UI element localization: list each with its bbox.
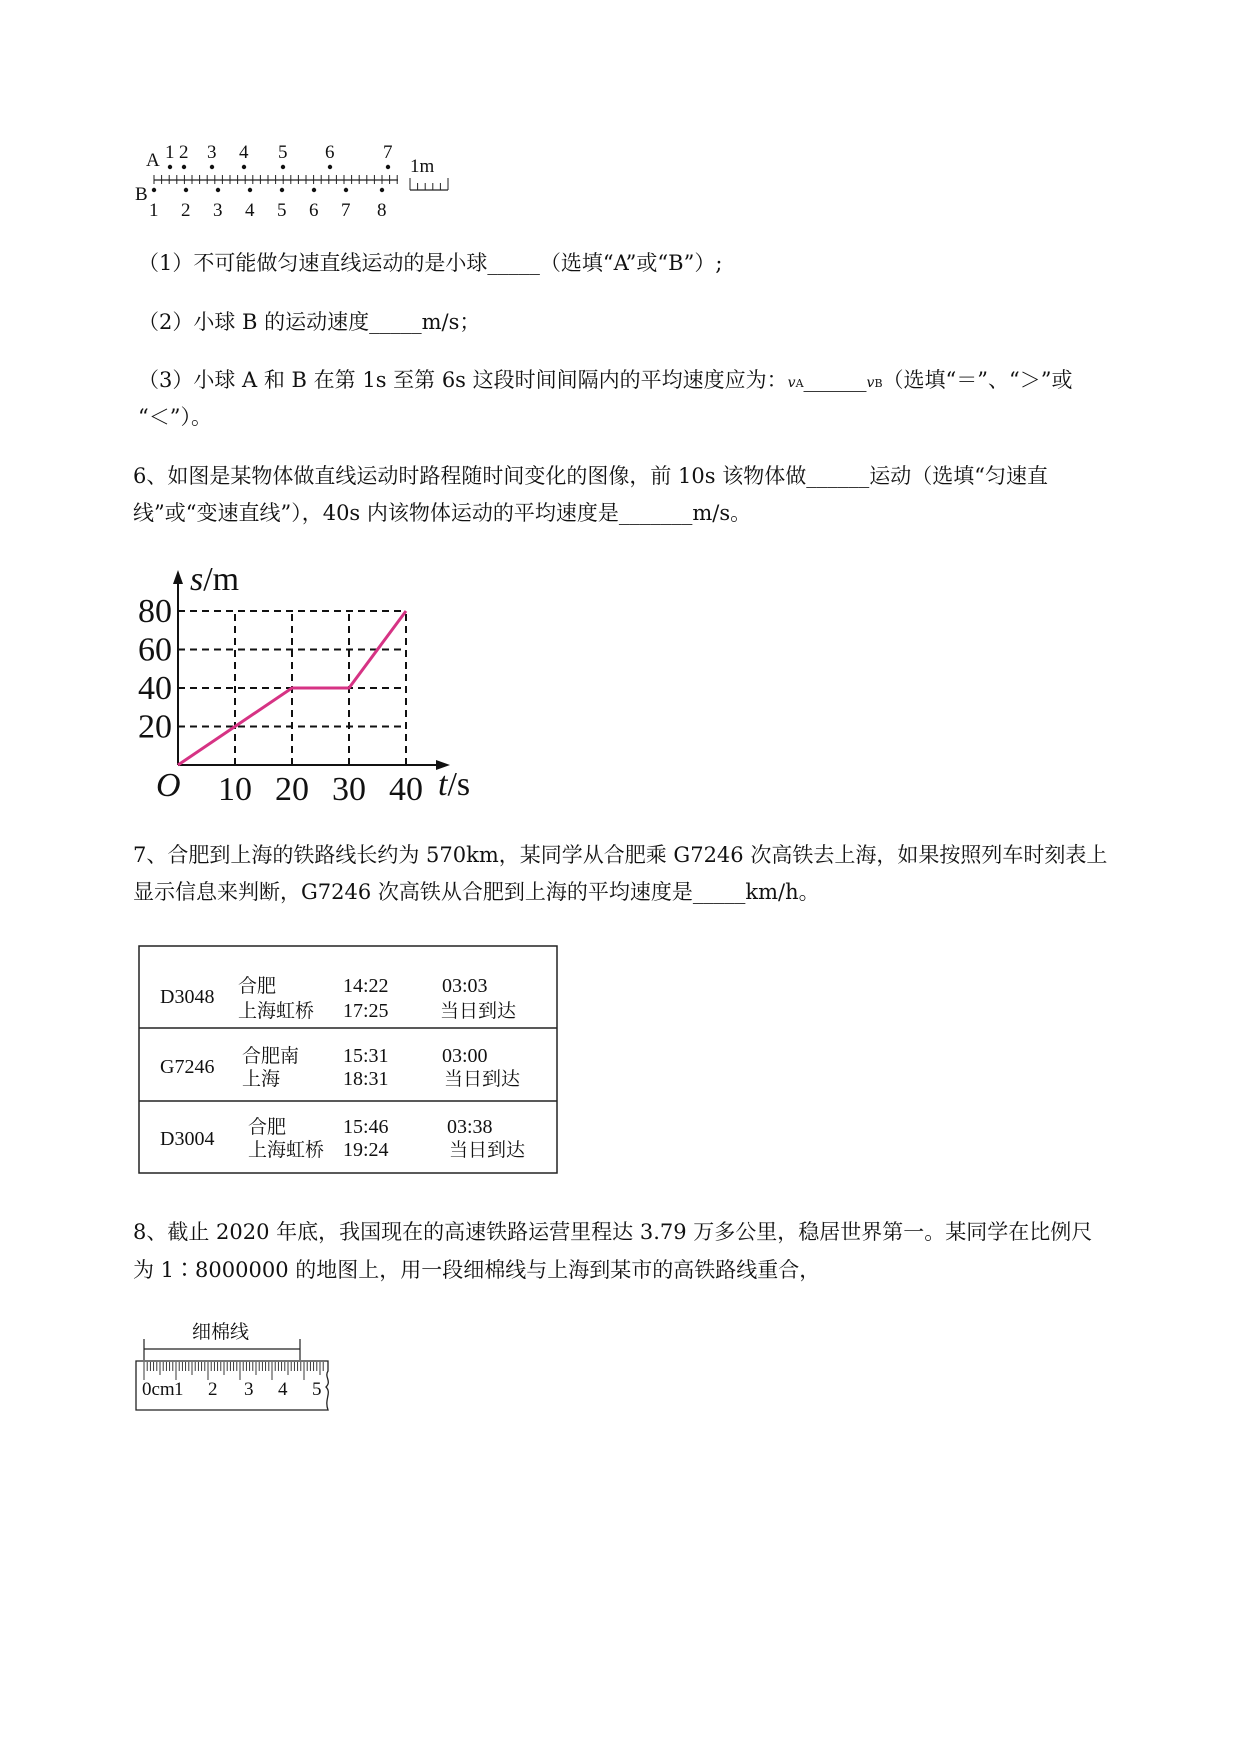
timetable-row	[160, 1045, 520, 1090]
chart-tick-labels	[138, 561, 470, 805]
departure-time: 15:31	[343, 1045, 389, 1067]
ball-a-number: 2	[179, 142, 189, 163]
y-tick-label: 80	[138, 593, 172, 630]
ball-b-number: 7	[341, 200, 351, 220]
arrival-note: 当日到达	[449, 1139, 526, 1161]
train-number: D3004	[160, 1128, 215, 1150]
q5-part3-start: （3）小球 A 和 B 在第 1s 至第 6s 这段时间间隔内的平均速度应为：	[138, 368, 788, 392]
origin-label: O	[156, 767, 181, 804]
q5-part2: （2）小球 B 的运动速度_____m/s；	[138, 310, 481, 334]
ruler-label: 0cm	[142, 1379, 175, 1400]
scale-bar	[410, 178, 448, 190]
y-axis-label: s/m	[190, 561, 240, 598]
q5-part1: （1）不可能做匀速直线运动的是小球_____（选填“A”或“B”）;	[138, 251, 723, 275]
vb-subscript: B	[874, 377, 883, 390]
departure-time: 15:46	[343, 1116, 389, 1138]
to-station: 上海虹桥	[238, 1000, 315, 1022]
to-station: 上海虹桥	[248, 1139, 325, 1161]
x-tick-label: 40	[389, 771, 423, 805]
timetable-row	[160, 1116, 525, 1161]
ball-a-number: 5	[278, 142, 288, 163]
ball-a-dot	[386, 165, 390, 169]
ball-b-dot	[344, 188, 348, 192]
ball-b-number: 8	[377, 200, 387, 220]
arrival-time: 17:25	[343, 1000, 389, 1022]
y-axis-arrow	[173, 570, 183, 584]
ball-b-number: 5	[277, 200, 287, 220]
ball-b-number: 6	[309, 200, 319, 220]
arrival-time: 19:24	[343, 1139, 389, 1161]
ball-a-number: 3	[207, 142, 217, 163]
ball-b-dot	[152, 188, 156, 192]
ball-a-number: 6	[325, 142, 335, 163]
ruler-label: 3	[244, 1379, 254, 1400]
va-subscript: A	[795, 377, 804, 390]
y-tick-label: 20	[138, 708, 172, 746]
ruler-label: 1	[174, 1379, 184, 1400]
q5-part3-line2: “＜”）。	[138, 405, 212, 429]
time-tape	[149, 142, 398, 220]
row-b-label: B	[135, 184, 148, 205]
x-tick-label: 10	[218, 771, 252, 805]
y-tick-label: 60	[138, 631, 172, 669]
ball-a-dot	[168, 165, 172, 169]
q8-line2: 为 1∶8000000 的地图上，用一段细棉线与上海到某市的高铁路线重合，	[133, 1258, 821, 1282]
arrival-note: 当日到达	[444, 1068, 521, 1090]
ruler-label: 2	[208, 1379, 218, 1400]
ball-a-dot	[242, 165, 246, 169]
x-tick-label: 20	[275, 771, 309, 805]
from-station: 合肥	[238, 975, 277, 997]
q6-line1: 6、如图是某物体做直线运动时路程随时间变化的图像，前 10s 该物体做______运动（选填“匀速直	[133, 464, 1048, 488]
ball-b-number: 2	[181, 200, 191, 220]
ball-b-dot	[380, 188, 384, 192]
thread-label: 细棉线	[192, 1321, 250, 1343]
ball-a-number: 7	[383, 142, 393, 163]
train-number: D3048	[160, 986, 215, 1008]
travel-duration: 03:00	[442, 1045, 488, 1067]
ruler-label: 5	[312, 1379, 322, 1400]
row-a-label: A	[146, 150, 160, 171]
ball-b-dot	[312, 188, 316, 192]
train-timetable	[130, 940, 565, 1180]
q6-line2: 线”或“变速直线”），40s 内该物体运动的平均速度是_______m/s。	[133, 501, 752, 525]
ball-b-number: 3	[213, 200, 223, 220]
travel-duration: 03:03	[442, 975, 488, 997]
ball-position-figure	[130, 138, 460, 220]
va-symbol: v	[787, 375, 796, 391]
x-tick-label: 30	[332, 771, 366, 805]
q8-line1: 8、截止 2020 年底，我国现在的高速铁路运营里程达 3.79 万多公里，稳居世界第一。某同学在比例尺	[133, 1220, 1093, 1244]
vb-symbol: v	[866, 375, 875, 391]
q5-part3	[138, 370, 1072, 391]
ruler-figure	[130, 1315, 340, 1415]
departure-time: 14:22	[343, 975, 389, 997]
ruler-label: 4	[278, 1379, 288, 1400]
q5-part3-end: （选填“＝”、“＞”或	[882, 368, 1073, 392]
train-number: G7246	[160, 1056, 215, 1078]
ball-b-dot	[248, 188, 252, 192]
q5-part3-blank: ______	[803, 368, 867, 392]
from-station: 合肥南	[242, 1045, 300, 1067]
arrival-note: 当日到达	[440, 1000, 517, 1022]
ball-b-dot	[184, 188, 188, 192]
x-axis-label: t/s	[438, 766, 471, 803]
from-station: 合肥	[248, 1116, 287, 1138]
ball-b-dot	[280, 188, 284, 192]
ball-a-number: 4	[239, 142, 249, 163]
y-tick-label: 40	[138, 670, 172, 707]
ball-a-dot	[281, 165, 285, 169]
q7-line2: 显示信息来判断，G7246 次高铁从合肥到上海的平均速度是_____km/h。	[133, 880, 820, 904]
scale-label: 1m	[410, 156, 435, 177]
ball-a-dot	[182, 165, 186, 169]
ball-a-number: 1	[165, 142, 175, 163]
ball-b-dot	[216, 188, 220, 192]
timetable-row	[160, 975, 516, 1022]
distance-time-chart	[130, 560, 490, 805]
ball-b-number: 1	[149, 200, 159, 220]
ball-a-dot	[328, 165, 332, 169]
to-station: 上海	[242, 1068, 281, 1090]
travel-duration: 03:38	[447, 1116, 493, 1138]
q7-line1: 7、合肥到上海的铁路线长约为 570km，某同学从合肥乘 G7246 次高铁去上海，如果按照列车时刻表上	[133, 843, 1108, 867]
ball-a-dot	[210, 165, 214, 169]
arrival-time: 18:31	[343, 1068, 389, 1090]
ball-b-number: 4	[245, 200, 255, 220]
